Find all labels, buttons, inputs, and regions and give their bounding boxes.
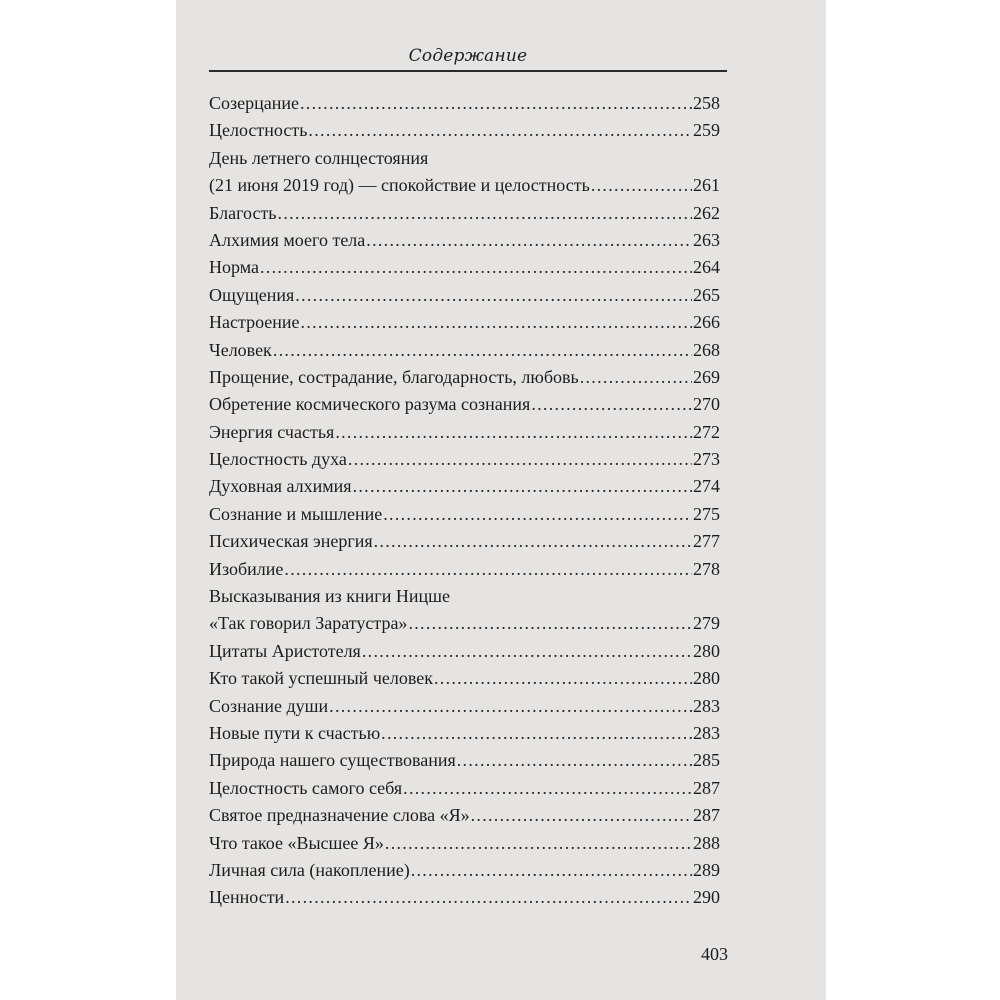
- toc-entry-page: 279: [693, 613, 720, 634]
- toc-entry-page: 262: [693, 202, 720, 223]
- toc-entry-title: Личная сила (накопление): [209, 859, 410, 880]
- toc-entry: [209, 364, 720, 391]
- toc-entry-page: 287: [693, 805, 720, 826]
- toc-entry: [209, 857, 720, 884]
- dot-leader: [335, 419, 692, 446]
- toc-entry: [209, 665, 720, 692]
- toc-entry: [209, 720, 720, 747]
- toc-entry: [209, 501, 720, 528]
- toc-entry-title: Цитаты Аристотеля: [209, 640, 361, 661]
- toc-entry: [209, 473, 720, 500]
- dot-leader: [284, 556, 692, 583]
- toc-entry: [209, 747, 720, 774]
- toc-entry-page: 273: [693, 449, 720, 470]
- dot-leader: [374, 528, 692, 555]
- dot-leader: [353, 473, 692, 500]
- dot-leader: [329, 693, 692, 720]
- toc-entry: [209, 172, 720, 199]
- toc-entry-page: 283: [693, 722, 720, 743]
- toc-entry-page: 266: [693, 312, 720, 333]
- toc-entry: [209, 638, 720, 665]
- dot-leader: [301, 309, 692, 336]
- toc-entry-title: Благость: [209, 202, 277, 223]
- dot-leader: [278, 200, 692, 227]
- toc-entry-page: 263: [693, 229, 720, 250]
- toc-entry-title: Созерцание: [209, 93, 299, 113]
- dot-leader: [408, 610, 692, 637]
- toc-entry-title: Человек: [209, 339, 272, 360]
- toc-entry: [209, 884, 720, 911]
- toc-entry: [209, 802, 720, 829]
- toc-entry: [209, 282, 720, 309]
- toc-entry: [209, 693, 720, 720]
- dot-leader: [471, 802, 692, 829]
- toc-entry-title: Духовная алхимия: [209, 476, 352, 497]
- toc-entry-title: Энергия счастья: [209, 421, 335, 442]
- toc-entry: [209, 528, 720, 555]
- dot-leader: [273, 337, 692, 364]
- toc-entry-title: Высказывания из книги Ницше: [209, 586, 450, 607]
- toc-entry: [209, 117, 720, 144]
- dot-leader: [348, 446, 692, 473]
- toc-entry-page: 275: [693, 503, 720, 524]
- toc-entry-page: 287: [693, 777, 720, 798]
- dot-leader: [366, 227, 692, 254]
- toc-entry: [209, 419, 720, 446]
- toc-entry-page: 259: [693, 120, 720, 141]
- dot-leader: [411, 857, 692, 884]
- toc-entry-page: 280: [693, 640, 720, 661]
- toc-entry: [209, 309, 720, 336]
- toc-entry-page: 269: [693, 366, 720, 387]
- toc-entry-page: 277: [693, 531, 720, 552]
- toc-entry-title: Целостность духа: [209, 449, 347, 470]
- toc-entry-page: 288: [693, 832, 720, 853]
- toc-entry-page: 265: [693, 284, 720, 305]
- toc-entry-page: 258: [693, 93, 720, 113]
- toc-entry-page: 274: [693, 476, 720, 497]
- toc-entry: [209, 200, 720, 227]
- toc-entry-page: 261: [693, 175, 720, 196]
- toc-entry-title: Прощение, сострадание, благодарность, любовь: [209, 366, 579, 387]
- running-header: [209, 44, 727, 70]
- dot-leader: [403, 775, 692, 802]
- toc-entry: [209, 583, 720, 610]
- toc-entry: [209, 337, 720, 364]
- toc-entry-page: 268: [693, 339, 720, 360]
- toc-entry: [209, 227, 720, 254]
- dot-leader: [591, 172, 692, 199]
- toc-entry-title: Новые пути к счастью: [209, 722, 381, 743]
- toc-entry-title: Психическая энергия: [209, 531, 373, 552]
- toc-entry-title: Норма: [209, 257, 259, 278]
- toc-entry: [209, 775, 720, 802]
- toc-entry-page: 280: [693, 668, 720, 689]
- header-rule: [209, 70, 727, 72]
- toc-entry-title: Кто такой успешный человек: [209, 668, 433, 689]
- dot-leader: [383, 501, 692, 528]
- header-title: Содержание: [408, 46, 528, 66]
- dot-leader: [285, 884, 692, 911]
- toc-entry: [209, 830, 720, 857]
- table-of-contents: [209, 90, 720, 912]
- toc-entry-title: День летнего солнцестояния: [209, 147, 429, 168]
- toc-entry-title: Сознание и мышление: [209, 503, 383, 524]
- toc-entry-page: 270: [693, 394, 720, 415]
- dot-leader: [434, 665, 692, 692]
- toc-entry-title: Обретение космического разума сознания: [209, 394, 531, 415]
- dot-leader: [457, 747, 692, 774]
- toc-entry-title: Природа нашего существования: [209, 750, 456, 771]
- dot-leader: [260, 254, 692, 281]
- toc-entry-page: 289: [693, 859, 720, 880]
- toc-entry-page: 264: [693, 257, 720, 278]
- page-number: 403: [701, 944, 728, 964]
- toc-entry-title: Изобилие: [209, 558, 284, 579]
- toc-entry-page: 290: [693, 887, 720, 908]
- toc-entry-title: Настроение: [209, 312, 300, 333]
- toc-entry-title: Целостность: [209, 120, 308, 141]
- toc-entry-title: Святое предназначение слова «Я»: [209, 805, 470, 826]
- toc-entry-title: «Так говорил Заратустра»: [209, 613, 408, 634]
- toc-entry-page: 278: [693, 558, 720, 579]
- toc-entry-title: Что такое «Высшее Я»: [209, 832, 384, 853]
- toc-entry: [209, 254, 720, 281]
- toc-entry: [209, 90, 720, 117]
- dot-leader: [362, 638, 692, 665]
- toc-entry-page: 285: [693, 750, 720, 771]
- toc-entry-title: Ощущения: [209, 284, 295, 305]
- toc-entry: [209, 391, 720, 418]
- dot-leader: [308, 117, 692, 144]
- toc-entry-title: Алхимия моего тела: [209, 229, 366, 250]
- dot-leader: [295, 282, 692, 309]
- toc-entry-title: (21 июня 2019 год) — спокойствие и целостность: [209, 175, 590, 196]
- toc-entry: [209, 145, 720, 172]
- toc-entry-page: 272: [693, 421, 720, 442]
- toc-entry: [209, 610, 720, 637]
- toc-entry: [209, 556, 720, 583]
- toc-entry-title: Ценности: [209, 887, 285, 908]
- dot-leader: [531, 391, 692, 418]
- dot-leader: [300, 90, 692, 117]
- toc-entry-page: 283: [693, 695, 720, 716]
- dot-leader: [580, 364, 692, 391]
- toc-entry: [209, 446, 720, 473]
- dot-leader: [385, 830, 692, 857]
- toc-entry-title: Целостность самого себя: [209, 777, 403, 798]
- toc-entry-title: Сознание души: [209, 695, 329, 716]
- dot-leader: [381, 720, 692, 747]
